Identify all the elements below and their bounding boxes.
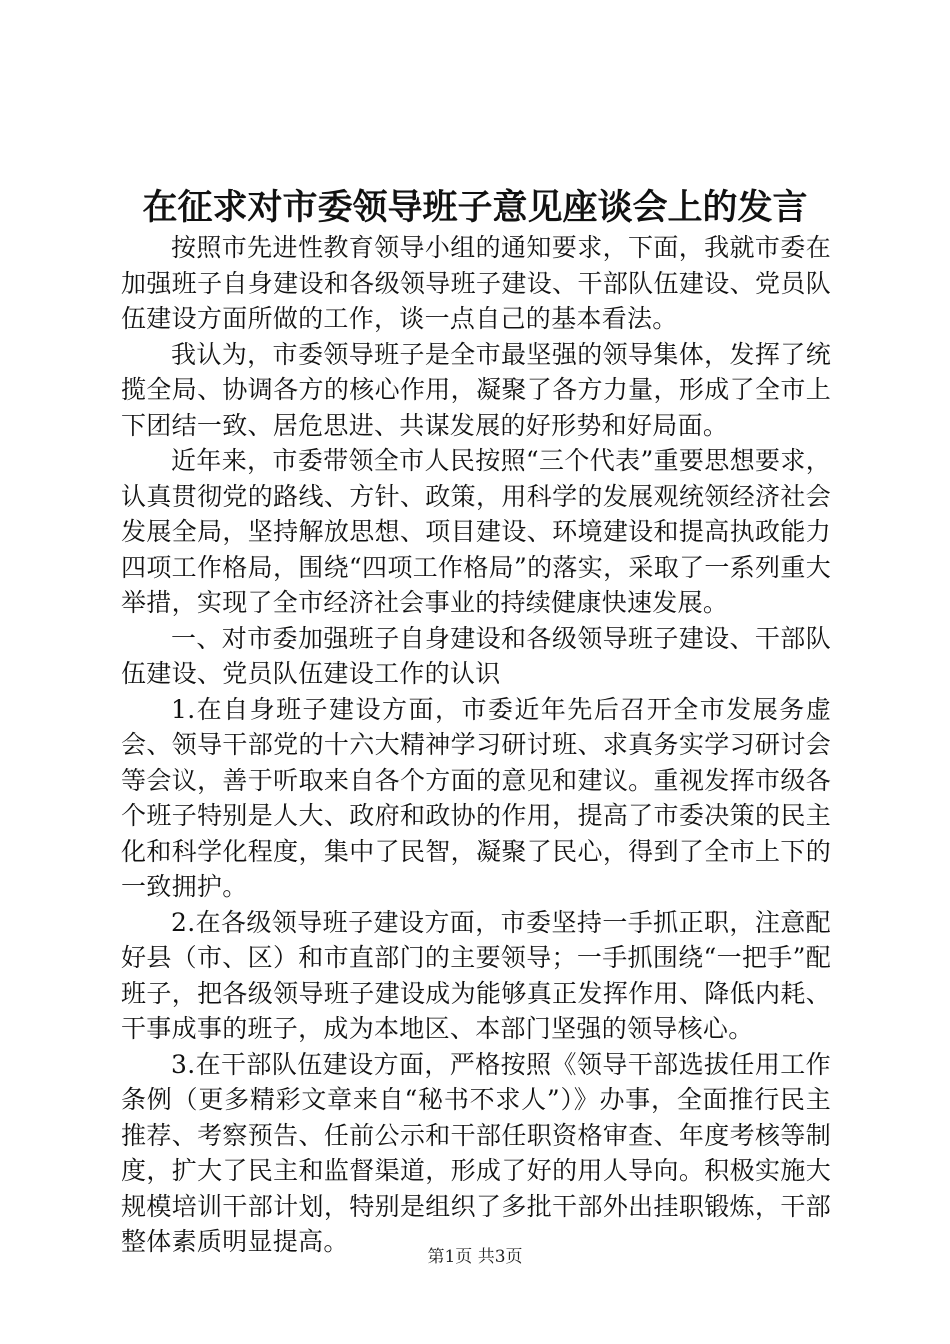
document-title: 在征求对市委领导班子意见座谈会上的发言 xyxy=(142,187,808,228)
paragraph-item-3: 3.在干部队伍建设方面，严格按照《领导干部选拔任用工作条例（更多精彩文章来自“秘书不求人”）》办事，全面推行民主推荐、考察预告、任前公示和干部任职资格审查、年度考核等制度，扩大了民主和监督渠道，形成了好的用人导向。积极实施大规模培训干部计划，特别是组织了多批干部外出挂职锻炼，干部整体素质明显提高。 xyxy=(121,1049,831,1256)
paragraph-item-1: 1.在自身班子建设方面，市委近年先后召开全市发展务虚会、领导干部党的十六大精神学习研讨班、求真务实学习研讨会等会议，善于听取来自各个方面的意见和建议。重视发挥市级各个班子特别是人大、政府和政协的作用，提高了市委决策的民主化和科学化程度，集中了民智，凝聚了民心，得到了全市上下的一致拥护。 xyxy=(121,694,831,901)
paragraph-opinion: 我认为，市委领导班子是全市最坚强的领导集体，发挥了统揽全局、协调各方的核心作用，凝聚了各方力量，形成了全市上下团结一致、居危思进、共谋发展的好形势和好局面。 xyxy=(121,339,831,440)
document-body xyxy=(121,230,831,1260)
paragraph-intro: 按照市先进性教育领导小组的通知要求，下面，我就市委在加强班子自身建设和各级领导班子建设、干部队伍建设、党员队伍建设方面所做的工作，谈一点自己的基本看法。 xyxy=(121,233,831,333)
page-footer: 第1页 共3页 xyxy=(427,1247,523,1267)
paragraph-item-2: 2.在各级领导班子建设方面，市委坚持一手抓正职，注意配好县（市、区）和市直部门的主要领导；一手抓围绕“一把手”配班子，把各级领导班子建设成为能够真正发挥作用、降低内耗、干事成事的班子，成为本地区、本部门坚强的领导核心。 xyxy=(121,907,831,1043)
section-heading-one: 一、对市委加强班子自身建设和各级领导班子建设、干部队伍建设、党员队伍建设工作的认识 xyxy=(121,623,831,688)
paragraph-recent-years: 近年来，市委带领全市人民按照“三个代表”重要思想要求，认真贯彻党的路线、方针、政策，用科学的发展观统领经济社会发展全局，坚持解放思想、项目建设、环境建设和提高执政能力四项工作格局，围绕“四项工作格局”的落实，采取了一系列重大举措，实现了全市经济社会事业的持续健康快速发展。 xyxy=(121,446,831,617)
